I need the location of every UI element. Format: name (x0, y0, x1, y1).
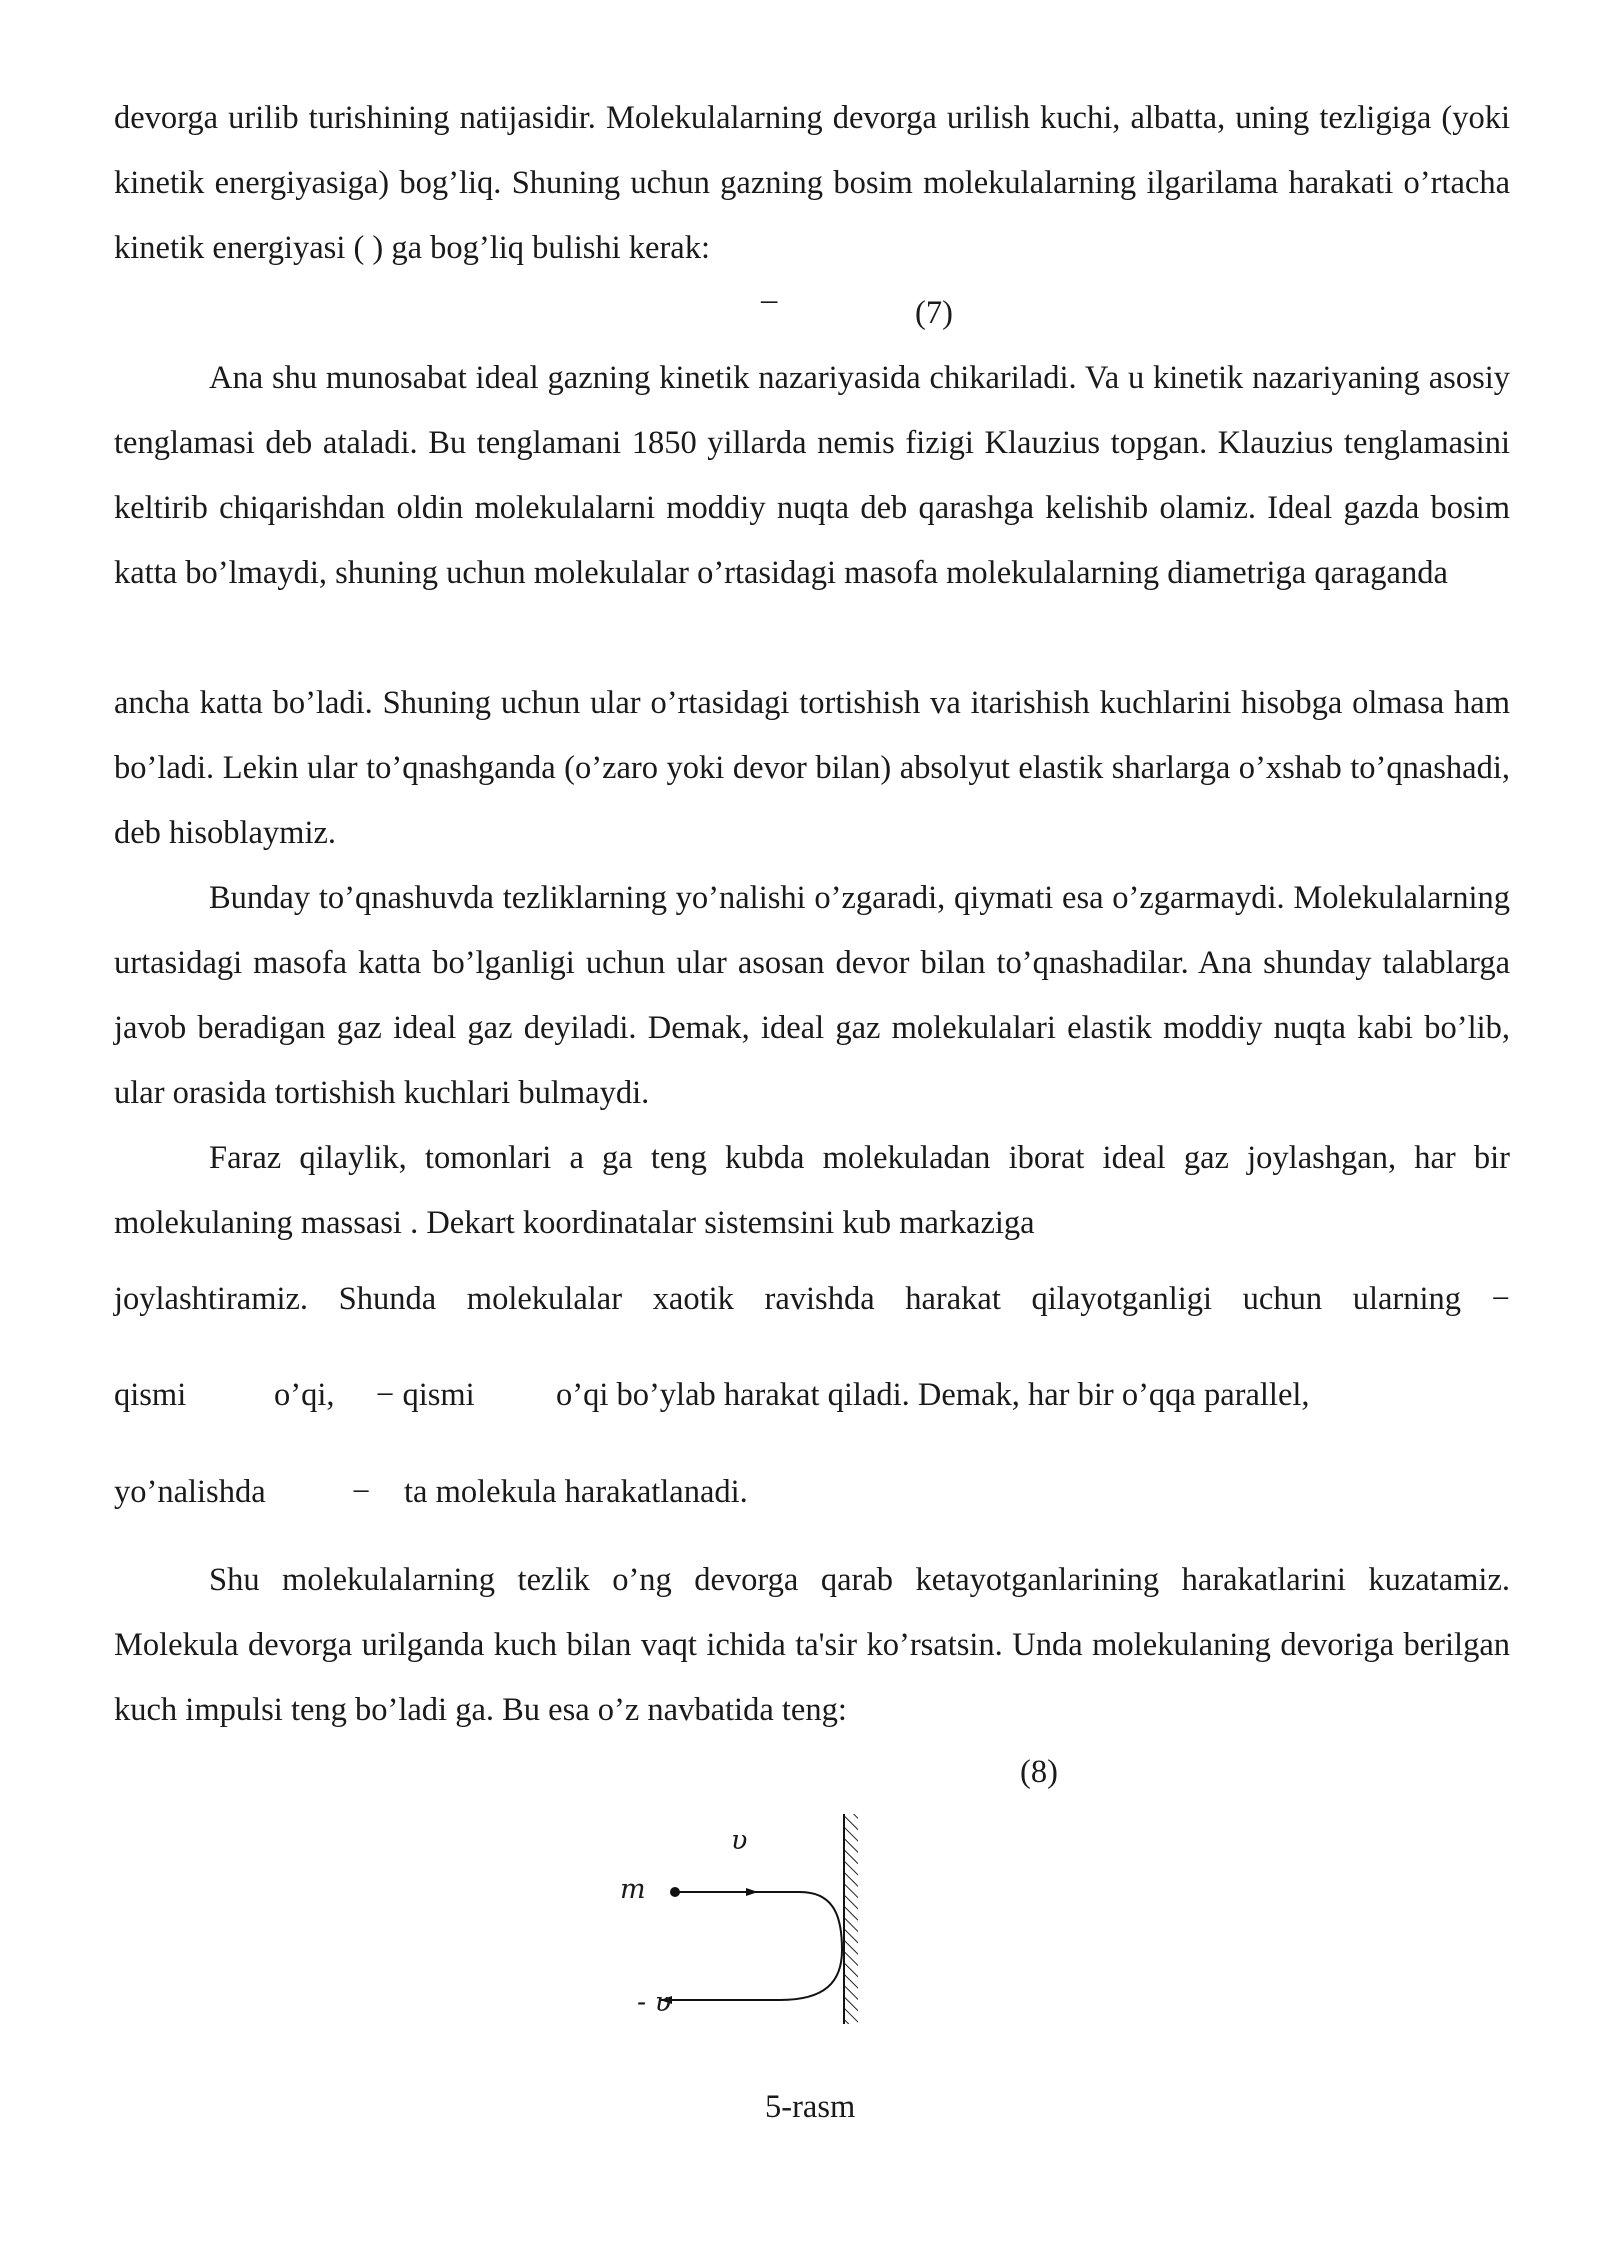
figure-caption: 5-rasm (765, 2089, 856, 2125)
paragraph-5-line-4-part-c: − qismi (376, 1377, 475, 1413)
equation-7-dash: – (761, 282, 778, 318)
figure-label-negative-velocity: - υ (637, 1987, 672, 2018)
paragraph-5-line-3: joylashtiramiz. Shunda molekulalar xaotik ravishda harakat qilayotganligi uchun ularning − (114, 1281, 1510, 1317)
equation-number-8: (8) (1020, 1754, 1058, 1790)
paragraph-5-line-4-part-a: qismi (114, 1377, 187, 1413)
paragraph-5-line-5-part-b: − (352, 1474, 371, 1510)
paragraph-4: Bunday to’qnashuvda tezliklarning yo’nalishi o’zgaradi, qiymati esa o’zgarmaydi. Molekulalarning urtasidagi masofa katta bo’lganligi uchun ular asosan devor bilan to’qnashadilar. Ana shunday talablarga javob beradigan gaz ideal gaz deyiladi. Demak, ideal gaz molekulalari elastik moddiy nuqta kabi bo’lib, ular orasida tortishish kuchlari bulmaydi. (114, 880, 1510, 1111)
paragraph-5-line-5-part-c: ta molekula harakatlanadi. (404, 1474, 748, 1510)
paragraph-5-line-5-part-a: yo’nalishda (114, 1474, 266, 1510)
figure-label-velocity: υ (731, 1825, 748, 1856)
arrow-right-icon (746, 1888, 758, 1896)
paragraph-2: Ana shu munosabat ideal gazning kinetik nazariyasida chikariladi. Va u kinetik nazariyaning asosiy tenglamasi deb ataladi. Bu tenglamani 1850 yillarda nemis fizigi Klauzius topgan. Klauzius tenglamasini keltirib chiqarishdan oldin molekulalarni moddiy nuqta deb qarashga kelishib olamiz. Ideal gazda bosim katta bo’lmaydi, shuning uchun molekulalar o’rtasidagi masofa molekulalarning diametriga qaraganda (114, 360, 1510, 591)
paragraph-5-line-4-part-d: o’qi bo’ylab harakat qiladi. Demak, har bir o’qqa parallel, (556, 1377, 1310, 1413)
paragraph-3: ancha katta bo’ladi. Shuning uchun ular o’rtasidagi tortishish va itarishish kuchlarini hisobga olmasa ham bo’ladi. Lekin ular to’qnashganda (o’zaro yoki devor bilan) absolyut elastik sharlarga o’xshab to’qnashadi, deb hisoblaymiz. (114, 685, 1510, 851)
paragraph-6: Shu molekulalarning tezlik o’ng devorga qarab ketayotganlarining harakatlarini kuzatamiz. Molekula devorga urilganda kuch bilan vaqt ichida ta'sir ko’rsatsin. Unda molekulaning devoriga berilgan kuch impulsi teng bo’ladi ga. Bu esa o’z navbatida teng: (114, 1562, 1510, 1728)
paragraph-5-line-4-part-b: o’qi, (274, 1377, 335, 1413)
collision-trajectory (660, 1892, 842, 2000)
figure-label-mass: m (620, 1874, 646, 1905)
paragraph-5: Faraz qilaylik, tomonlari a ga teng kubda molekuladan iborat ideal gaz joylashgan, har bir molekulaning massasi . Dekart koordinatalar sistemsini kub markaziga (114, 1140, 1510, 1241)
paragraph-1: devorga urilib turishining natijasidir. Molekulalarning devorga urilish kuchi, albatta, uning tezligiga (yoki kinetik energiyasiga) bog’liq. Shuning uchun gazning bosim molekulalarning ilgarilama harakati o’rtacha kinetik energiyasi ( ) ga bog’liq bulishi kerak: (114, 100, 1510, 266)
wall-hatching (844, 1814, 858, 2024)
equation-number-7: (7) (915, 295, 953, 331)
